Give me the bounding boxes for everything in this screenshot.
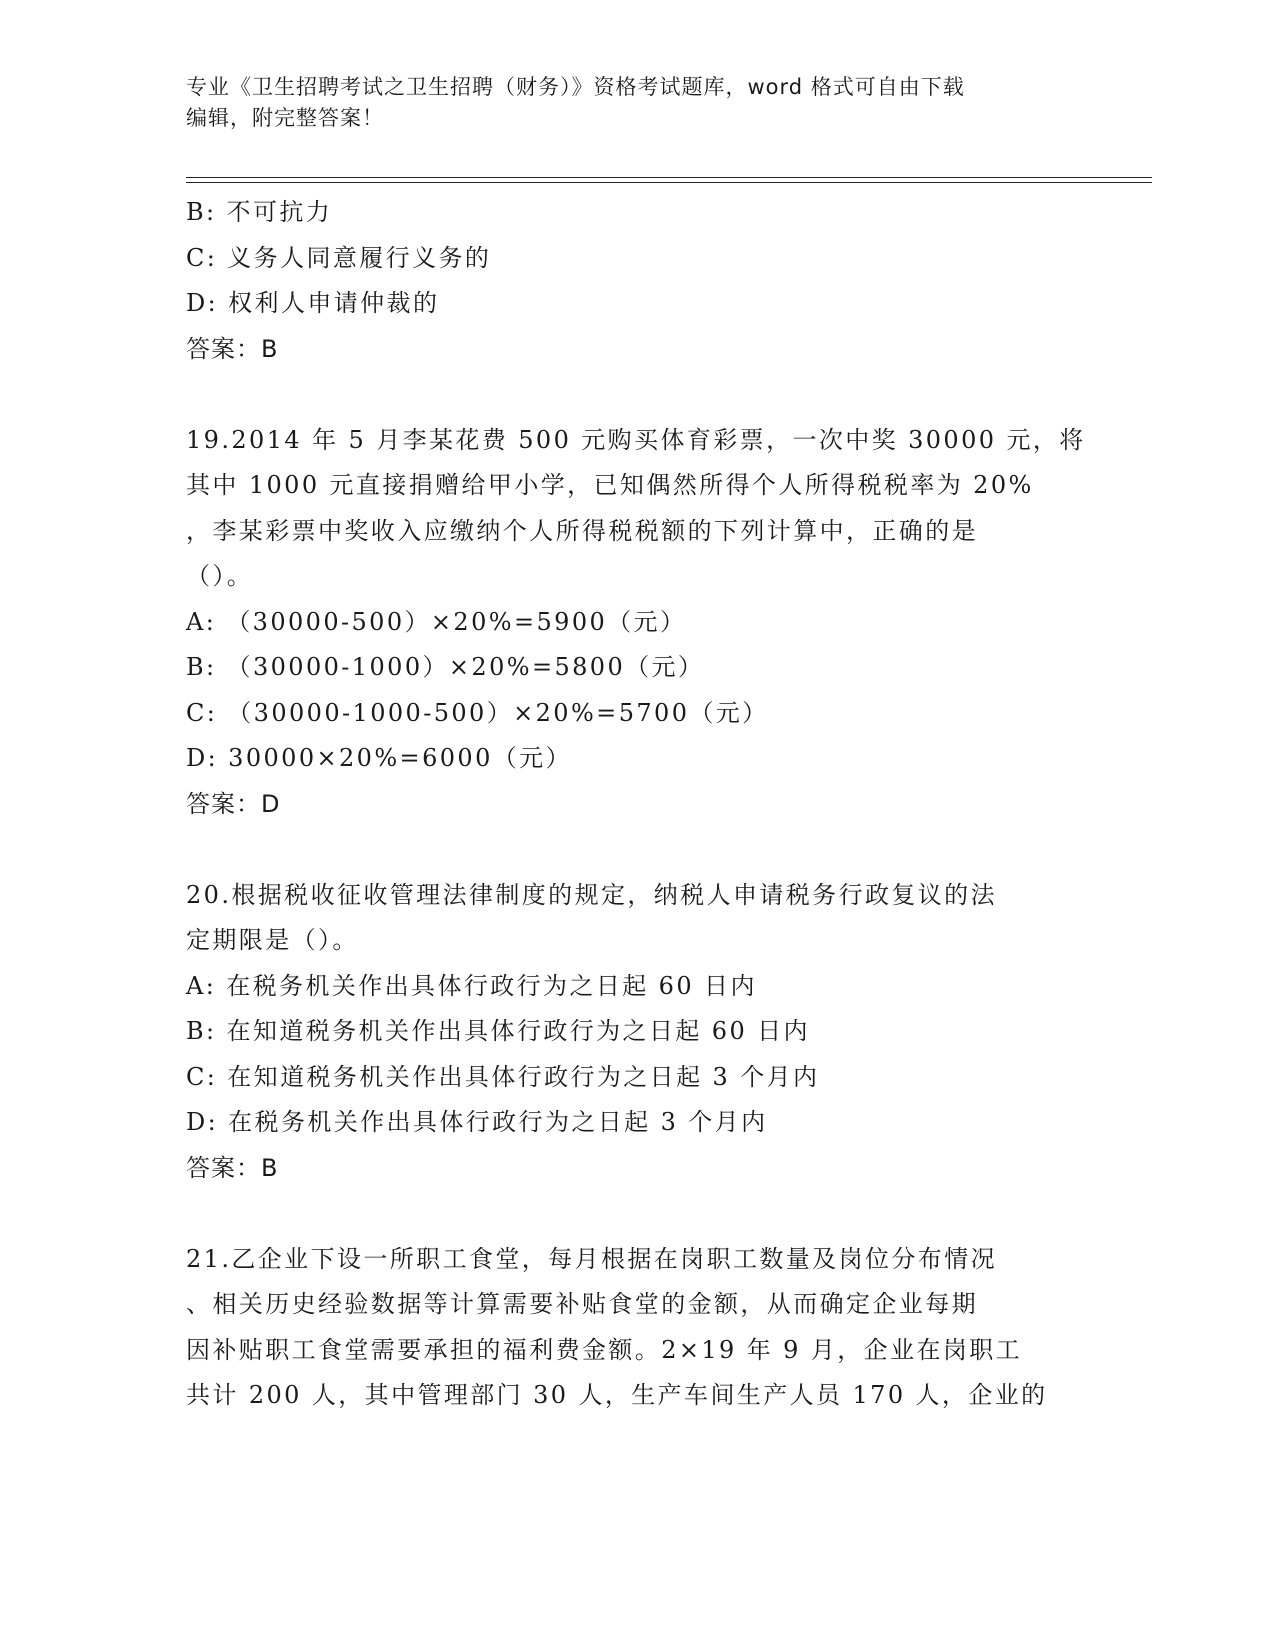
question-stem-line: 其中 1000 元直接捐赠给甲小学，已知偶然所得个人所得税税率为 20% — [186, 471, 1034, 499]
answer: 答案：B — [186, 1153, 279, 1182]
header-title-line-2: 编辑，附完整答案！ — [186, 106, 384, 130]
answer: 答案：B — [186, 334, 279, 363]
question-content — [186, 190, 1086, 1419]
question-stem-line: 19.2014 年 5 月李某花费 500 元购买体育彩票，一次中奖 30000 元，将 — [186, 425, 1086, 454]
question-21 — [186, 1237, 1086, 1419]
option-b: B: 在知道税务机关作出具体行政行为之日起 60 日内 — [186, 1017, 810, 1045]
option-a: A: 在税务机关作出具体行政行为之日起 60 日内 — [186, 971, 757, 1000]
option-a: A: （30000-500）×20%=5900（元） — [186, 607, 687, 636]
option-d: D: 权利人申请仲裁的 — [186, 289, 440, 317]
spacer — [186, 1191, 1086, 1237]
header-title-line-1: 专业《卫生招聘考试之卫生招聘（财务）》资格考试题库，word 格式可自由下载 — [186, 75, 965, 99]
option-d: D: 30000×20%=6000（元） — [186, 744, 572, 772]
question-stem-line: 因补贴职工食堂需要承担的福利费金额。2×19 年 9 月，企业在岗职工 — [186, 1335, 1023, 1364]
question-stem-line: ，李某彩票中奖收入应缴纳个人所得税税额的下列计算中，正确的是 — [186, 516, 978, 545]
question-stem-line: 、相关历史经验数据等计算需要补贴食堂的金额，从而确定企业每期 — [186, 1290, 978, 1318]
question-stem-line: 20.根据税收征收管理法律制度的规定，纳税人申请税务行政复议的法 — [186, 880, 997, 909]
page-header — [186, 72, 1086, 134]
question-18 — [186, 190, 1086, 372]
question-stem-line: 共计 200 人，其中管理部门 30 人，生产车间生产人员 170 人，企业的 — [186, 1381, 1048, 1409]
option-c: C: 义务人同意履行义务的 — [186, 243, 492, 272]
question-20 — [186, 873, 1086, 1192]
header-divider-thin — [186, 182, 1152, 183]
option-b: B: （30000-1000）×20%=5800（元） — [186, 653, 705, 681]
option-b: B: 不可抗力 — [186, 198, 333, 226]
question-stem-line: （）。 — [186, 562, 254, 590]
question-stem-line: 21.乙企业下设一所职工食堂，每月根据在岗职工数量及岗位分布情况 — [186, 1244, 997, 1273]
question-stem-line: 定期限是（）。 — [186, 926, 359, 954]
question-19 — [186, 418, 1086, 828]
option-c: C: 在知道税务机关作出具体行政行为之日起 3 个月内 — [186, 1062, 820, 1091]
spacer — [186, 827, 1086, 873]
header-divider-thick — [186, 177, 1152, 178]
spacer — [186, 372, 1086, 418]
option-c: C: （30000-1000-500）×20%=5700（元） — [186, 698, 769, 727]
option-d: D: 在税务机关作出具体行政行为之日起 3 个月内 — [186, 1108, 768, 1136]
answer: 答案：D — [186, 789, 281, 818]
